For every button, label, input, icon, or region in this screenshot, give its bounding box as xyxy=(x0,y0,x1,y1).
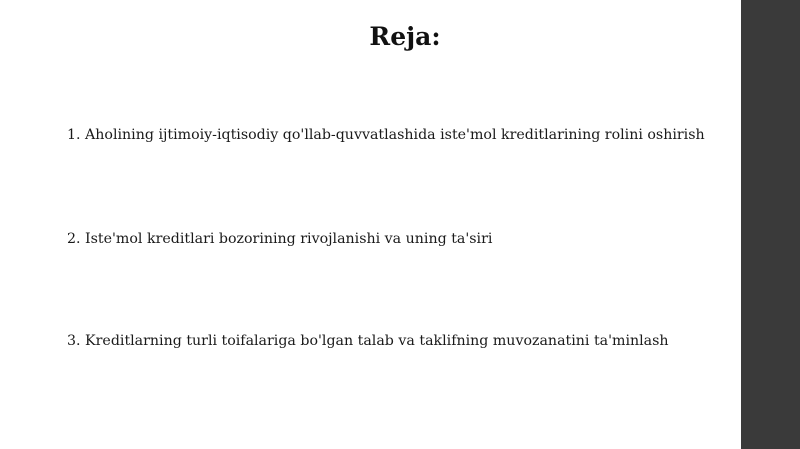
plan-item-1: 1. Aholining ijtimoiy-iqtisodiy qo'llab-quvvatlashida iste'mol kreditlarining rolini oshirish xyxy=(67,127,705,143)
slide-title: Reja: xyxy=(369,22,441,51)
side-panel xyxy=(741,0,800,449)
plan-item-2: 2. Iste'mol kreditlari bozorining rivojlanishi va uning ta'siri xyxy=(67,231,493,247)
plan-item-3: 3. Kreditlarning turli toifalariga bo'lgan talab va taklifning muvozanatini ta'minlash xyxy=(67,333,669,349)
